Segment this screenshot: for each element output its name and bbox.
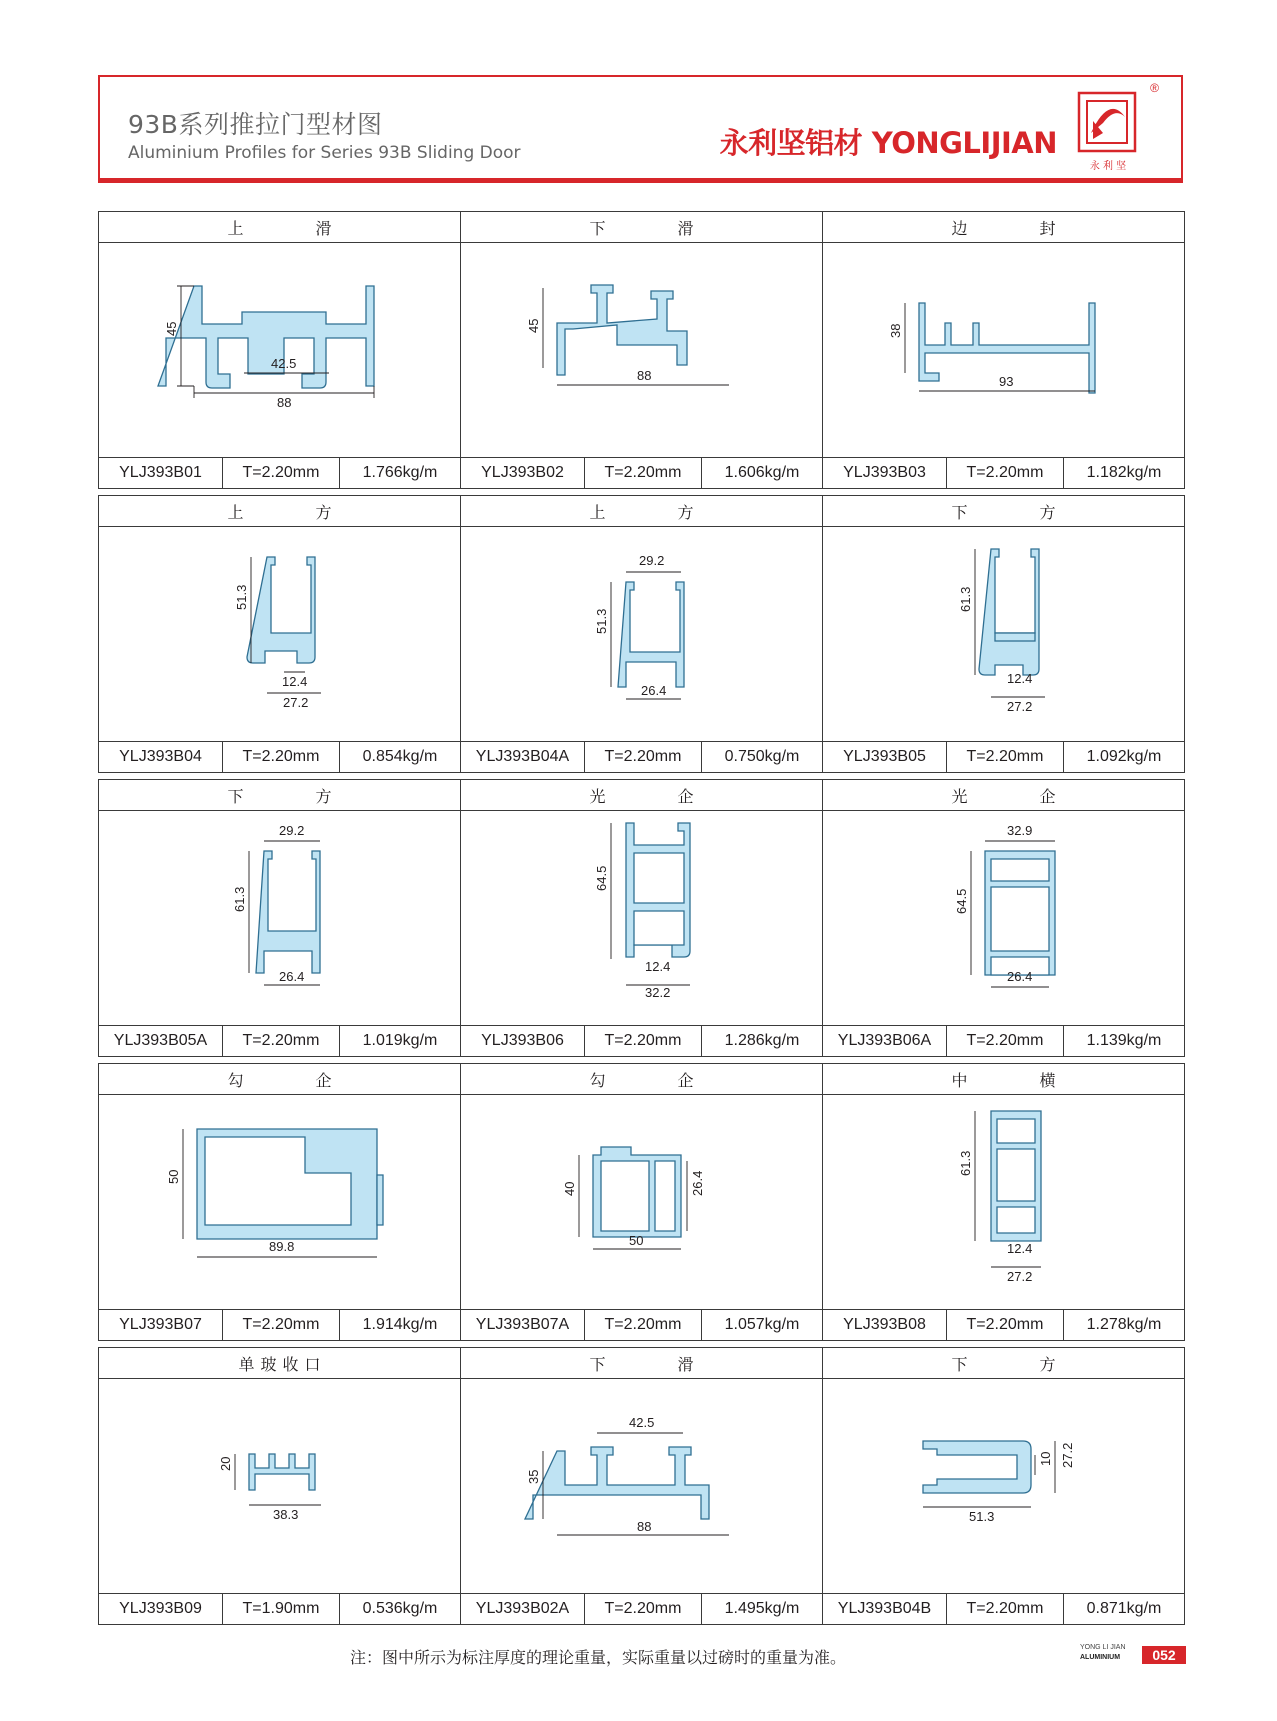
dim-label: 27.2 [283, 695, 309, 710]
profile-drawing-B04A [461, 527, 821, 744]
dim-label: 61.3 [232, 886, 247, 912]
dim-label: 27.2 [1060, 1442, 1075, 1468]
profile-title: 下 滑 [461, 1348, 822, 1379]
profile-title: 下 方 [823, 1348, 1184, 1379]
dim-label: 26.4 [690, 1170, 705, 1196]
profile-code: YLJ393B05A [99, 1026, 223, 1056]
profile-drawing-B07 [99, 1095, 459, 1312]
profile-drawing-B05 [823, 527, 1183, 744]
profile-thickness: T=2.20mm [947, 742, 1064, 772]
profile-code: YLJ393B06A [823, 1026, 947, 1056]
profile-row [98, 779, 1186, 1057]
profile-spec-row [823, 1593, 1184, 1624]
profile-card [822, 211, 1185, 489]
profile-thickness: T=2.20mm [585, 458, 702, 488]
profile-drawing-B06 [461, 811, 821, 1028]
profile-weight: 1.182kg/m [1086, 464, 1162, 481]
profile-weight: 1.914kg/m [362, 1316, 438, 1333]
profile-code: YLJ393B04B [823, 1594, 947, 1624]
profile-drawing-B02 [461, 243, 821, 460]
dim-label: 51.3 [594, 608, 609, 634]
profile-spec-row [99, 1309, 460, 1340]
profile-code: YLJ393B08 [823, 1310, 947, 1340]
dim-label: 38.3 [273, 1507, 299, 1522]
profile-title: 上 方 [461, 496, 822, 527]
profile-code: YLJ393B06 [461, 1026, 585, 1056]
profile-card [822, 1347, 1185, 1625]
profile-code: YLJ393B07A [461, 1310, 585, 1340]
profile-title: 单玻收口 [99, 1348, 460, 1379]
profile-row [98, 1347, 1186, 1625]
dim-label: 50 [166, 1169, 181, 1184]
profile-code: YLJ393B09 [99, 1594, 223, 1624]
profile-card [460, 495, 823, 773]
profile-title: 勾 企 [461, 1064, 822, 1095]
profile-weight: 1.766kg/m [362, 464, 438, 481]
profile-title: 光 企 [823, 780, 1184, 811]
dim-label: 61.3 [958, 1150, 973, 1176]
profile-thickness: T=2.20mm [223, 742, 340, 772]
dim-label: 42.5 [629, 1415, 655, 1430]
profile-code: YLJ393B04A [461, 742, 585, 772]
dim-label: 26.4 [641, 683, 667, 698]
profile-spec-row [461, 1309, 822, 1340]
registered-mark: ® [1150, 81, 1159, 95]
profile-code: YLJ393B07 [99, 1310, 223, 1340]
profile-spec-row [823, 1025, 1184, 1056]
page-header [98, 75, 1183, 183]
dim-label: 27.2 [1007, 699, 1033, 714]
profile-title: 下 方 [99, 780, 460, 811]
dim-label: 26.4 [1007, 969, 1033, 984]
profile-weight: 0.750kg/m [724, 748, 800, 765]
dim-label: 40 [562, 1181, 577, 1196]
dim-label: 89.8 [269, 1239, 295, 1254]
profile-card [460, 1063, 823, 1341]
profile-card [98, 1347, 461, 1625]
profile-thickness: T=2.20mm [223, 1026, 340, 1056]
profile-row [98, 495, 1186, 773]
profile-weight: 1.606kg/m [724, 464, 800, 481]
profile-code: YLJ393B04 [99, 742, 223, 772]
profile-drawing-B07A [461, 1095, 821, 1312]
profile-title: 上 方 [99, 496, 460, 527]
dim-label: 32.9 [1007, 823, 1033, 838]
dim-label: 42.5 [271, 356, 297, 371]
profile-drawing-B08 [823, 1095, 1183, 1312]
profile-thickness: T=2.20mm [223, 1310, 340, 1340]
profile-thickness: T=1.90mm [223, 1594, 340, 1624]
profile-weight: 1.139kg/m [1086, 1032, 1162, 1049]
profile-title: 下 滑 [461, 212, 822, 243]
dim-label: 50 [629, 1233, 644, 1248]
profile-card [460, 211, 823, 489]
profile-thickness: T=2.20mm [947, 1310, 1064, 1340]
profile-drawing-B01 [99, 243, 459, 460]
brand-logo-icon [1075, 87, 1141, 175]
profile-spec-row [461, 1593, 822, 1624]
profile-spec-row [99, 1025, 460, 1056]
dim-label: 29.2 [279, 823, 305, 838]
profile-thickness: T=2.20mm [585, 1310, 702, 1340]
dim-label: 27.2 [1007, 1269, 1033, 1284]
profile-drawing-B09 [99, 1379, 459, 1596]
profile-weight: 1.057kg/m [724, 1316, 800, 1333]
dim-label: 38 [888, 323, 903, 338]
dim-label: 12.4 [645, 959, 671, 974]
dim-label: 51.3 [969, 1509, 995, 1524]
footer-brand: YONG LI JIAN [1080, 1644, 1126, 1651]
dim-label: 88 [637, 1519, 652, 1534]
footer-brand-sub: ALUMINIUM [1080, 1654, 1121, 1661]
profile-card [822, 495, 1185, 773]
profile-title: 勾 企 [99, 1064, 460, 1095]
profile-card [460, 779, 823, 1057]
dim-label: 88 [277, 395, 292, 410]
dim-label: 20 [218, 1456, 233, 1471]
dim-label: 88 [637, 368, 652, 383]
profile-spec-row [823, 741, 1184, 772]
dim-label: 45 [164, 321, 179, 336]
profile-card [460, 1347, 823, 1625]
dim-label: 12.4 [1007, 1241, 1033, 1256]
profile-thickness: T=2.20mm [585, 1026, 702, 1056]
profile-thickness: T=2.20mm [223, 458, 340, 488]
page-number-block [1080, 1644, 1186, 1668]
dim-label: 51.3 [234, 584, 249, 610]
profile-code: YLJ393B03 [823, 458, 947, 488]
profile-spec-row [461, 457, 822, 488]
profile-card [98, 1063, 461, 1341]
profile-weight: 0.871kg/m [1086, 1600, 1162, 1617]
dim-label: 64.5 [954, 888, 969, 914]
profile-spec-row [99, 741, 460, 772]
profile-thickness: T=2.20mm [585, 742, 702, 772]
profile-title: 边 封 [823, 212, 1184, 243]
profile-weight: 1.495kg/m [724, 1600, 800, 1617]
page-number: 052 [1142, 1646, 1186, 1664]
profile-code: YLJ393B05 [823, 742, 947, 772]
page-title: 93B系列推拉门型材图 [128, 110, 383, 139]
profile-card [98, 779, 461, 1057]
dim-label: 12.4 [1007, 671, 1033, 686]
profile-weight: 1.092kg/m [1086, 748, 1162, 765]
profile-weight: 1.286kg/m [724, 1032, 800, 1049]
profile-weight: 1.278kg/m [1086, 1316, 1162, 1333]
profile-card [822, 779, 1185, 1057]
profile-title: 中 横 [823, 1064, 1184, 1095]
profile-spec-row [823, 457, 1184, 488]
dim-label: 45 [526, 318, 541, 333]
profile-card [98, 495, 461, 773]
profile-drawing-B05A [99, 811, 459, 1028]
dim-label: 29.2 [639, 553, 665, 568]
dim-label: 26.4 [279, 969, 305, 984]
profile-drawing-B04 [99, 527, 459, 744]
profile-drawing-B03 [823, 243, 1183, 460]
profile-row [98, 211, 1186, 489]
profile-title: 下 方 [823, 496, 1184, 527]
profile-card [822, 1063, 1185, 1341]
profile-thickness: T=2.20mm [947, 1594, 1064, 1624]
dim-label: 32.2 [645, 985, 671, 1000]
profile-title: 光 企 [461, 780, 822, 811]
profile-card [98, 211, 461, 489]
dim-label: 12.4 [282, 674, 308, 689]
profile-code: YLJ393B02 [461, 458, 585, 488]
dim-label: 61.3 [958, 586, 973, 612]
dim-label: 93 [999, 374, 1014, 389]
profile-row [98, 1063, 1186, 1341]
profile-code: YLJ393B02A [461, 1594, 585, 1624]
profile-weight: 0.536kg/m [362, 1600, 438, 1617]
profile-spec-row [461, 1025, 822, 1056]
dim-label: 64.5 [594, 865, 609, 891]
profile-weight: 0.854kg/m [362, 748, 438, 765]
dim-label: 10 [1038, 1451, 1053, 1466]
profile-drawing-B02A [461, 1379, 821, 1596]
profile-drawing-B04B [823, 1379, 1183, 1596]
profile-spec-row [99, 1593, 460, 1624]
profile-weight: 1.019kg/m [362, 1032, 438, 1049]
profile-thickness: T=2.20mm [947, 458, 1064, 488]
profile-spec-row [99, 457, 460, 488]
profile-title: 上 滑 [99, 212, 460, 243]
profile-thickness: T=2.20mm [585, 1594, 702, 1624]
footer-note: 注：图中所示为标注厚度的理论重量，实际重量以过磅时的重量为准。 [350, 1648, 847, 1667]
profile-spec-row [461, 741, 822, 772]
profile-code: YLJ393B01 [99, 458, 223, 488]
profile-drawing-B06A [823, 811, 1183, 1028]
profile-spec-row [823, 1309, 1184, 1340]
page-subtitle: Aluminium Profiles for Series 93B Sliding Door [128, 143, 521, 163]
brand-name: 永利坚铝材 YONGLIJIAN [719, 126, 1057, 160]
dim-label: 35 [526, 1469, 541, 1484]
logo-text: 永 利 坚 [1089, 161, 1127, 172]
profile-thickness: T=2.20mm [947, 1026, 1064, 1056]
